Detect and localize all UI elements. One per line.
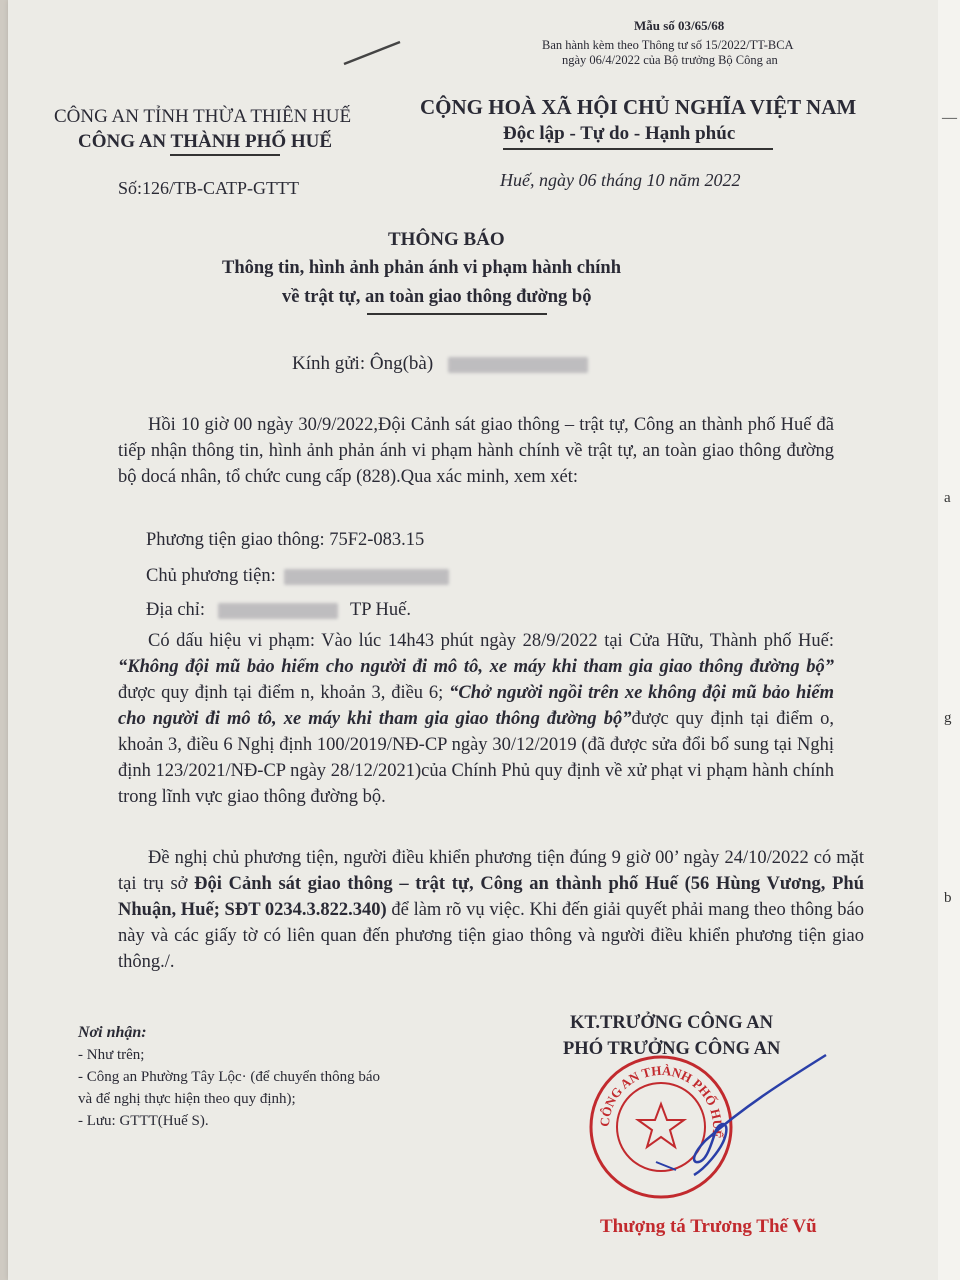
- national-motto: Độc lập - Tự do - Hạnh phúc: [503, 123, 736, 144]
- form-issuance-line: Ban hành kèm theo Thông tư số 15/2022/TT-BCA: [542, 38, 794, 52]
- national-title: CỘNG HOÀ XÃ HỘI CHỦ NGHĨA VIỆT NAM: [420, 95, 857, 119]
- address-field: [146, 600, 411, 621]
- owner-label: Chủ phương tiện:: [146, 566, 276, 586]
- pen-scratch-mark: [342, 38, 402, 68]
- document-subtitle-2: về trật tự, an toàn giao thông đường bộ: [282, 287, 592, 307]
- request-lead: Đề nghị chủ phương tiện, người điều khiển phương tiện đúng 9 giờ 00’ ngày 24/10/2022 có mặt tại trụ sở: [118, 848, 864, 894]
- recipient-item: - Công an Phường Tây Lộc· (để chuyển thông báo: [78, 1069, 380, 1085]
- address-tail: TP Huế.: [350, 600, 411, 620]
- owner-field: [146, 566, 449, 587]
- form-issuance-date: ngày 06/4/2022 của Bộ trưởng Bộ Công an: [562, 53, 778, 67]
- adjacent-page-edge: — a g b: [938, 0, 960, 1280]
- signature-subtitle: PHÓ TRƯỞNG CÔNG AN: [563, 1039, 781, 1059]
- violation-paragraph: [118, 628, 834, 810]
- subtitle-underline: [367, 313, 547, 315]
- request-paragraph: [118, 845, 864, 975]
- violation-quote-1: “Không đội mũ bảo hiểm cho người đi mô tô, xe máy khi tham gia giao thông đường bộ”: [118, 657, 834, 677]
- violation-tail: được quy định tại điểm o, khoản 3, điều 6 Nghị định 100/2019/NĐ-CP ngày 30/12/2019 (đã được sửa đổi bổ sung tại Nghị định 123/2021/NĐ-CP ngày 28/12/2021)của Chính Phủ quy định về xử phạt vi phạm hành chính trong lĩnh vực giao thông đường bộ.: [118, 709, 834, 807]
- greeting: [292, 353, 588, 375]
- recipients-block: [78, 1022, 380, 1132]
- issuer-underline: [170, 154, 280, 156]
- redacted-name: [448, 357, 588, 373]
- issuer-parent: CÔNG AN TỈNH THỪA THIÊN HUẾ: [54, 106, 352, 127]
- greeting-label: Kính gửi: Ông(bà): [292, 353, 434, 374]
- motto-underline: [503, 148, 773, 150]
- redacted-owner: [284, 569, 449, 585]
- document-title: THÔNG BÁO: [388, 229, 505, 250]
- recipient-item: và để nghị thực hiện theo quy định);: [78, 1091, 296, 1107]
- request-tail: để làm rõ vụ việc. Khi đến giải quyết phải mang theo thông báo này và các giấy tờ có liên quan đến phương tiện giao thông và người điều khiển phương tiện giao thông./.: [118, 900, 865, 972]
- violation-lead: Có dấu hiệu vi phạm: Vào lúc 14h43 phút ngày 28/9/2022 tại Cửa Hữu, Thành phố Huế:: [148, 631, 834, 651]
- document-number: Số:126/TB-CATP-GTTT: [118, 178, 300, 198]
- vehicle-field: Phương tiện giao thông: 75F2-083.15: [146, 530, 425, 550]
- violation-mid: được quy định tại điểm n, khoản 3, điều 6;: [118, 683, 450, 703]
- issuer-name: CÔNG AN THÀNH PHỐ HUẾ: [78, 131, 333, 152]
- stamp-text: CÔNG AN THÀNH PHỐ HUẾ: [596, 1062, 726, 1140]
- intro-paragraph: [118, 412, 834, 490]
- place-date: Huế, ngày 06 tháng 10 năm 2022: [500, 170, 741, 190]
- redacted-address: [218, 603, 338, 619]
- intro-text: Hồi 10 giờ 00 ngày 30/9/2022,Đội Cảnh sát giao thông – trật tự, Công an thành phố Huế đã tiếp nhận thông tin, hình ảnh phản ánh vi phạm hành chính về trật tự, an toàn giao thông đường bộ docá nhân, tổ chức cung cấp (828).Qua xác minh, xem xét:: [118, 415, 834, 487]
- signature-title: KT.TRƯỞNG CÔNG AN: [570, 1013, 773, 1033]
- request-office: Đội Cảnh sát giao thông – trật tự, Công an thành phố Huế (56 Hùng Vương, Phú Nhuận, Huế; SĐT 0234.3.822.340): [118, 874, 864, 920]
- violation-quote-2: “Chở người ngồi trên xe không đội mũ bảo hiểm cho người đi mô tô, xe máy khi tham gia giao thông đường bộ”: [118, 683, 834, 729]
- form-number: Mẫu số 03/65/68: [634, 18, 725, 33]
- address-label: Địa chỉ:: [146, 600, 206, 620]
- document-subtitle-1: Thông tin, hình ảnh phản ánh vi phạm hành chính: [222, 258, 621, 278]
- recipient-item: - Lưu: GTTT(Huế S).: [78, 1113, 209, 1129]
- recipients-title: Nơi nhận:: [78, 1024, 147, 1041]
- handwritten-signature: [636, 1050, 836, 1180]
- signer-name: Thượng tá Trương Thế Vũ: [600, 1216, 817, 1237]
- recipient-item: - Như trên;: [78, 1047, 145, 1063]
